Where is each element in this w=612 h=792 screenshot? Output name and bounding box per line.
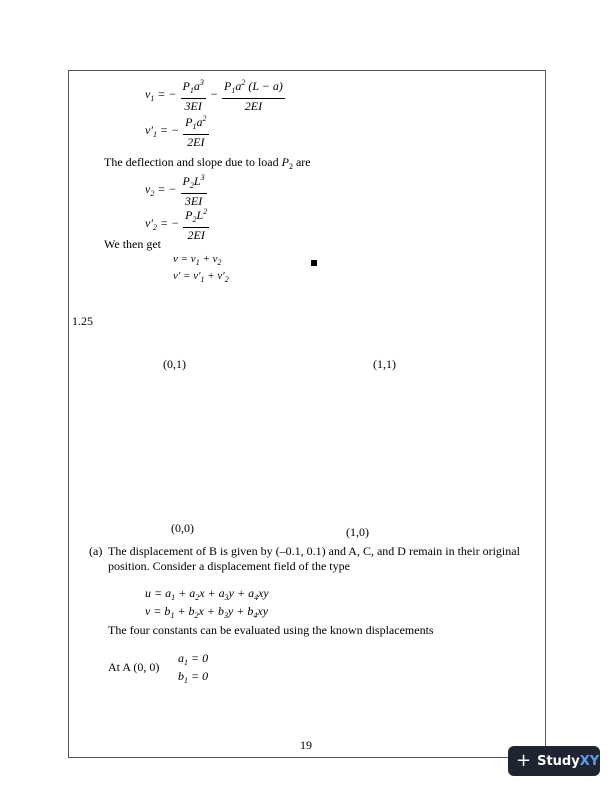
equation-a1: $a_1 = 0$: [178, 651, 209, 667]
equation-vprime-sum: $v' = v'_1 + v'_2$: [173, 270, 229, 284]
equation-v-sum: $v = v_1 + v_2$: [173, 253, 222, 267]
page-frame: [68, 70, 546, 758]
equation-v2-prime: $v'_2$ = − $\frac{P_2L^2}{2EI}$: [145, 207, 208, 242]
deflection-intro-text: The deflection and slope due to load $P_2$ are: [104, 155, 311, 171]
we-then-get-text: We then get: [104, 237, 162, 251]
end-of-proof-square: [311, 260, 317, 266]
part-a-text-line-2: position. Consider a displacement field of the type: [108, 559, 350, 573]
equation-u-field: $u = a_1 + a_2x + a_3y + a_4xy$: [145, 586, 269, 602]
part-a-label: (a): [89, 544, 103, 558]
corner-label-bottom-right: (1,0): [346, 525, 369, 539]
equation-v1-prime: $v'_1$ = − $\frac{P_1a^2}{2EI}$: [145, 114, 207, 149]
brand-logo-text: StudyXY: [537, 753, 600, 769]
equation-v-field: $v = b_1 + b_2x + b_3y + b_4xy$: [145, 604, 269, 620]
four-constants-text: The four constants can be evaluated using the known displacements: [108, 623, 434, 637]
page-number: 19: [300, 738, 312, 752]
at-a-label: At A (0, 0): [108, 660, 160, 674]
corner-label-top-left: (0,1): [163, 357, 186, 371]
studyxy-badge[interactable]: [508, 746, 600, 776]
problem-number: 1.25: [72, 314, 93, 328]
corner-label-top-right: (1,1): [373, 357, 396, 371]
equation-v2: $v_2$ = − $\frac{P_2L^3}{3EI}$: [145, 173, 205, 208]
equation-b1: $b_1 = 0$: [178, 669, 209, 685]
equation-v1: $v_1$ = − $\frac{P_1a^3}{3EI}$ − $\frac{P_1a^2 (L - a)}{2EI}$: [145, 78, 283, 113]
corner-label-bottom-left: (0,0): [171, 521, 194, 535]
plus-icon: +: [516, 750, 532, 771]
part-a-text-line-1: The displacement of B is given by (–0.1, 0.1) and A, C, and D remain in their original: [108, 544, 520, 558]
